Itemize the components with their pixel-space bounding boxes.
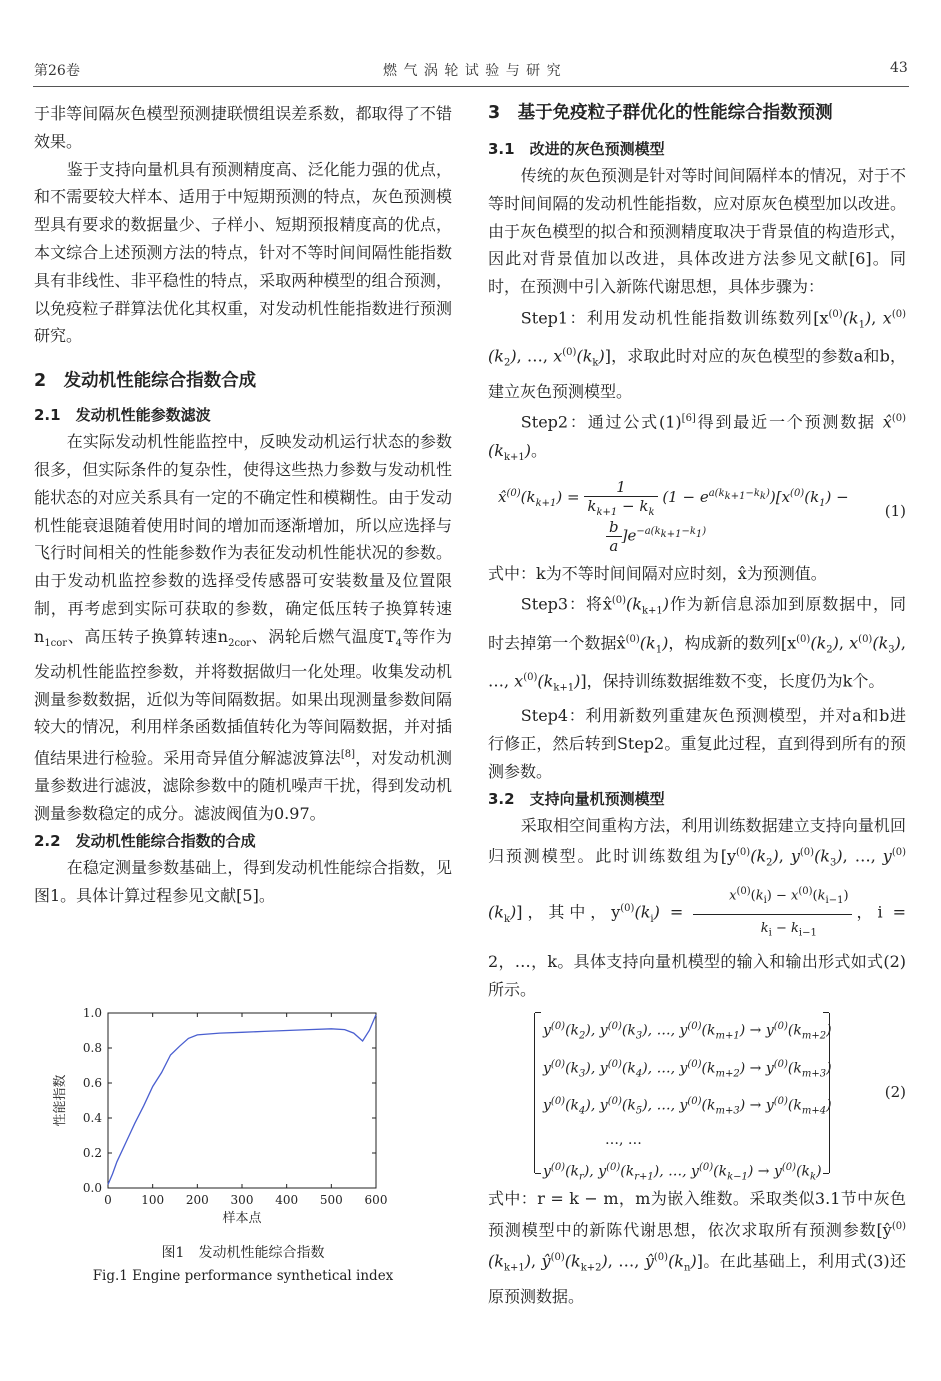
paragraph-intro-end: 于非等间隔灰色模型预测捷联惯组误差系数，都取得了不错效果。: [34, 104, 452, 151]
header-journal-title: 燃 气 涡 轮 试 验 与 研 究: [383, 63, 562, 79]
subsection-heading-3-2: 3.2 支持向量机预测模型: [488, 789, 665, 808]
step-2: Step2：通过公式(1)[6]得到最近一个预测数据 $x̂^{(0)}(k_{k+1})$。: [488, 412, 906, 463]
y-tick-label: 0.2: [82, 1146, 102, 1160]
x-axis-label: 样本点: [222, 1211, 262, 1226]
subsection-heading-3-1: 3.1 改进的灰色预测模型: [488, 140, 665, 158]
figure-1-caption: 图1 发动机性能综合指数: [161, 1245, 325, 1261]
x-tick-label: 100: [141, 1193, 165, 1207]
x-tick-label: 600: [364, 1193, 388, 1207]
series-line: [108, 1015, 376, 1185]
x-tick-label: 200: [185, 1193, 209, 1207]
step-3: Step3：将$x̂^{(0)}(k_{k+1})$作为新信息添加到原数据中，同时去掉第一个数据$x̂^{(0)}(k_1)$，构成新的数列[$x^{(0)}(k_2)$, $x^{(0)}(k_3)$, …, $x^{(0)}(k_{k+1})$]，保持训练数据维数不变，长度仍为k个。: [488, 594, 906, 694]
y-tick-label: 0.0: [82, 1181, 102, 1195]
y-axis-label: 性能指数: [53, 1074, 68, 1127]
paragraph-synthesis: 在稳定测量参数基础上，得到发动机性能综合指数，见图1。具体计算过程参见文献[5]。: [34, 857, 452, 905]
right-column: [488, 100, 906, 1310]
subsection-heading-2-2: 2.2 发动机性能综合指数的合成: [34, 831, 256, 850]
section-heading-3: 3 基于免疫粒子群优化的性能综合指数预测: [488, 103, 833, 123]
figure-1-chart: [40, 1000, 400, 1232]
figure-1-caption-en: Fig.1 Engine performance synthetical index: [92, 1268, 394, 1284]
paragraph-grey-model: 传统的灰色预测是针对等时间间隔样本的情况，对于不等时间间隔的发动机性能指数，应对原灰色模型加以改进。由于灰色模型的拟合和预测精度取决于背景值的构造形式，因此对背景值加以改进，具体改进方法参见文献[6]。同时，在预测中引入新陈代谢思想，具体步骤为：: [488, 166, 906, 297]
paragraph-motivation: 鉴于支持向量机具有预测精度高、泛化能力强的优点，和不需要较大样本、适用于中短期预测的特点，灰色预测模型具有要求的数据量少、子样小、短期预报精度高的优点，本文综合上述预测方法的特点，针对不等时间间隔性能指数具有非线性、非平稳性的特点，采取两种模型的组合预测，以免疫粒子群算法优化其权重，对发动机性能指数进行预测研究。: [34, 159, 452, 346]
y-tick-label: 0.4: [82, 1111, 102, 1125]
equation-1: $x̂^{(0)}(k_{k+1})$ = $\frac{1}{k_{k+1} - k_k}$ $(1 - e^{a(k_{k+1}-k_k)})[x^{(0)}(k_1)$ − $\frac{b}{a}$ ]$e^{-a(k_{k+1}-k_1)}$ (1): [498, 477, 906, 555]
paragraph-filtering: 在实际发动机性能监控中，反映发动机运行状态的参数很多，但实际条件的复杂性，使得这些热力参数与发动机性能状态的对应关系具有一定的不确定性和模糊性。由于发动机性能衰退随着使用时间的增加而逐渐增加，所以应选择与飞行时间相关的性能参数作为表征发动机性能状况的参数。由于发动机监控参数的选择受传感器可安装数量及位置限制，再考虑到实际可获取的参数，确定低压转子换算转速$n_{1cor}$、高压转子换算转速$n_{2cor}$、涡轮后燃气温度$T_4$等作为发动机性能监控参数，并将数据做归一化处理。收集发动机测量参数数据，近似为等间隔数据。如果出现测量参数间隔较大的情况，利用样条函数插值转化为等间隔数据，并对插值结果进行检验。采用奇异值分解滤波算法[8]，对发动机测量参数进行滤波，滤除参数中的随机噪声干扰，得到发动机测量参数稳定的成分。滤波阀值为0.97。: [34, 432, 452, 824]
equation-1-note: 式中：k为不等时间间隔对应时刻，x̂为预测值。: [488, 563, 827, 583]
x-tick-label: 0: [104, 1193, 112, 1207]
step-4: Step4：利用新数列重建灰色预测模型，并对a和b进行修正，然后转到Step2。重复此过程，直到得到所有的预测参数。: [488, 706, 906, 781]
y-tick-label: 0.6: [82, 1076, 102, 1090]
equation-2-note: 式中：r = k − m，m为嵌入维数。采取类似3.1节中灰色预测模型中的新陈代谢思想，依次求取所有预测参数[$ŷ^{(0)}(k_{k+1})$, $ŷ^{(0)}(k_{k+2})$, …, $ŷ^{(0)}(k_n)$]。在此基础上，利用式(3)还原预测数据。: [488, 1189, 907, 1306]
header-volume: 第26卷: [34, 63, 80, 79]
section-heading-2: 2 发动机性能综合指数合成: [34, 371, 257, 392]
y-tick-label: 1.0: [82, 1006, 102, 1020]
step-1: Step1：利用发动机性能指数训练数列[$x^{(0)}(k_1)$, $x^{(0)}(k_2)$, …, $x^{(0)}(k_k)$]，求取此时对应的灰色模型的参数a和b，建立灰色预测模型。: [488, 308, 906, 401]
y-tick-label: 0.8: [82, 1041, 102, 1055]
equation-2-matrix: $y^{(0)}(k_2)$, $y^{(0)}(k_3)$, …, $y^{(0)}(k_{m+1}) \to y^{(0)}(k_{m+2})$ $y^{(0)}(k_3)$, $y^{(0)}(k_4)$, …, $y^{(0)}(k_{m+2}) \to y^{(0)}(k_{m+3})$ $y^{(0)}(k_4)$, $y^{(0)}(k_5)$, …, $y^{(0)}(k_{m+3}) \to y^{(0)}(k_{m+4})$ …, … $y^{(0)}(k_r)$, $y^{(0)}(k_{r+1})$, …, $y^{(0)}(k_{k-1}) \to y^{(0)}(k_k)$: [534, 1013, 830, 1173]
paragraph-svm: 采取相空间重构方法，利用训练数据建立支持向量机回归预测模型。此时训练数组为[$y^{(0)}(k_2)$, $y^{(0)}(k_3)$, …, $y^{(0)}(k_k)$]，其中，$y^{(0)}(k_i)$ = $\frac{x^{(0)}(k_i) - x^{(0)}(k_{i-1})}{k_i - k_{i-1}}$ ，i = 2，…，k。具体支持向量机模型的输入和输出形式如式(2)所示。: [488, 815, 907, 999]
x-tick-label: 500: [319, 1193, 343, 1207]
x-tick-label: 400: [275, 1193, 299, 1207]
left-column: [34, 100, 452, 909]
equation-2: $y^{(0)}(k_2)$, $y^{(0)}(k_3)$, …, $y^{(0)}(k_{m+1}) \to y^{(0)}(k_{m+2})$ $y^{(0)}(k_3)$, $y^{(0)}(k_4)$, …, $y^{(0)}(k_{m+2}) \to y^{(0)}(k_{m+3})$ $y^{(0)}(k_4)$, $y^{(0)}(k_5)$, …, $y^{(0)}(k_{m+3}) \to y^{(0)}(k_{m+4})$ …, … $y^{(0)}(k_r)$, $y^{(0)}(k_{r+1})$, …, $y^{(0)}(k_{k-1}) \to y^{(0)}(k_k)$ (2): [488, 1009, 906, 1179]
x-tick-label: 300: [230, 1193, 254, 1207]
subsection-heading-2-1: 2.1 发动机性能参数滤波: [34, 406, 211, 425]
header-rule: [33, 86, 909, 87]
plot-frame: [108, 1013, 376, 1188]
header-page-number: 43: [890, 60, 908, 76]
